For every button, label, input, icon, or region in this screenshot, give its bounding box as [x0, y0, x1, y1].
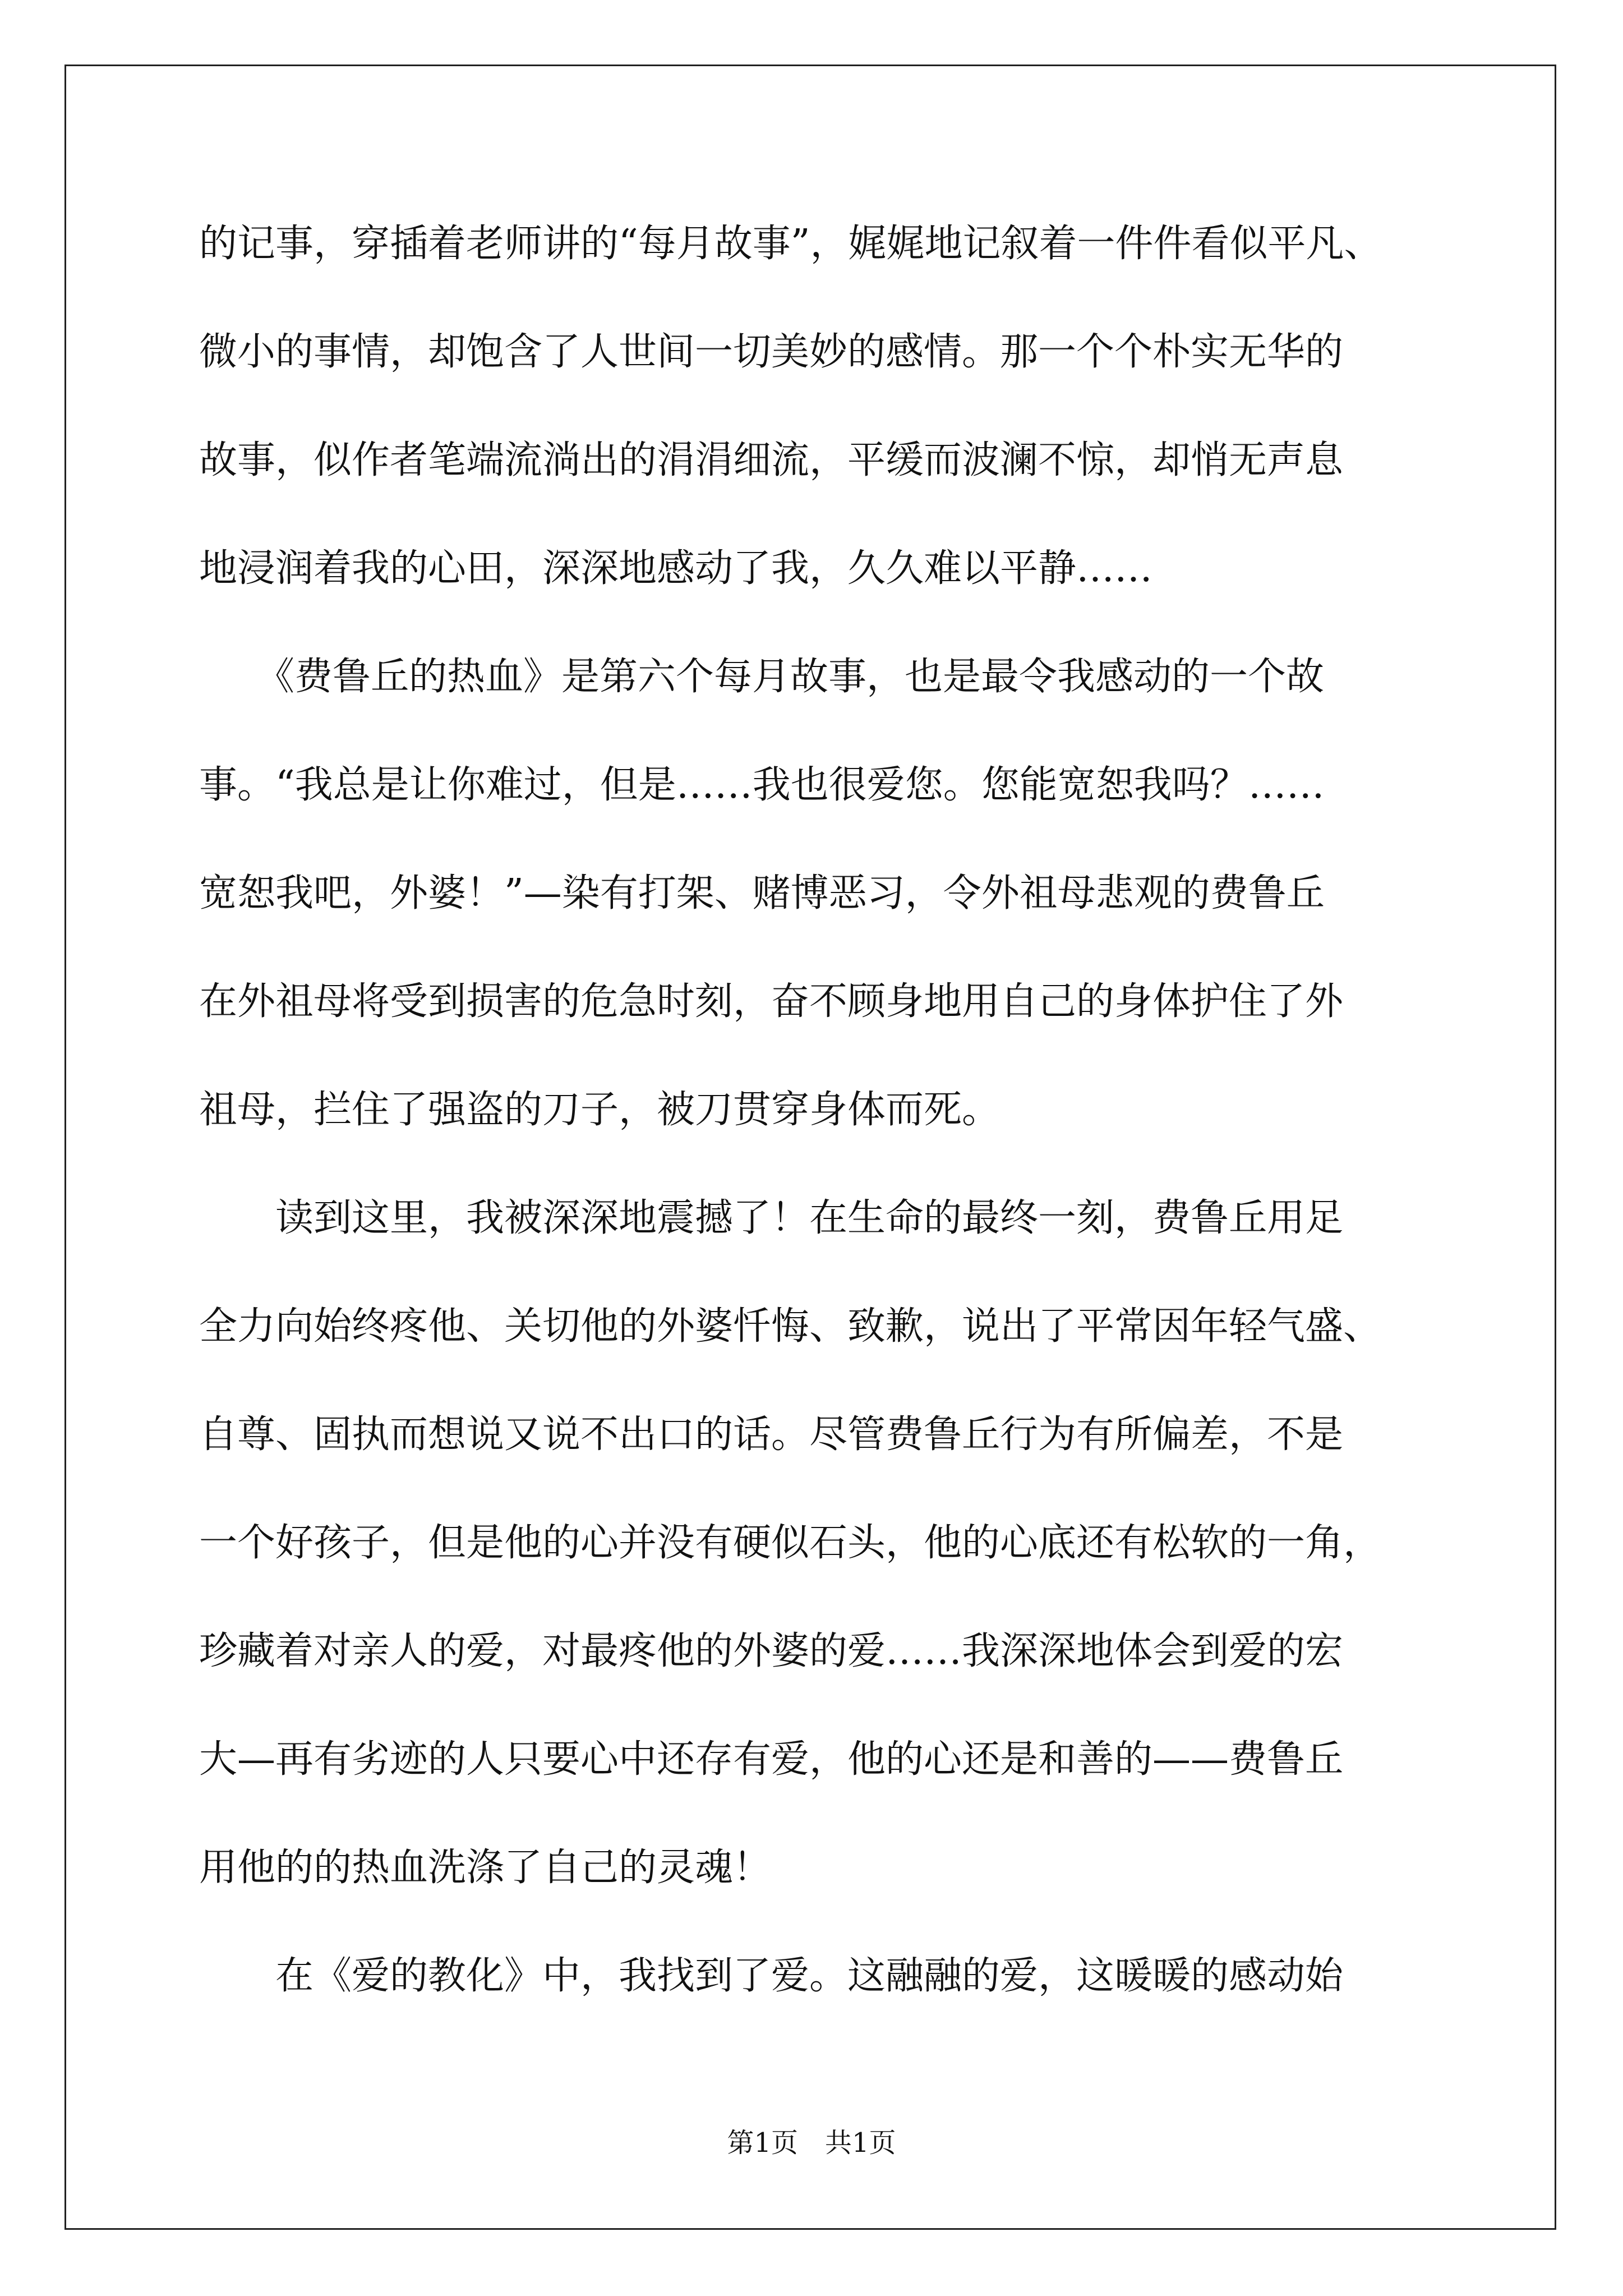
text-line: 宽恕我吧，外婆！”—染有打架、赌博恶习，令外祖母悲观的费鲁丘: [199, 871, 1325, 915]
text-line: 大—再有劣迹的人只要心中还存有爱，他的心还是和善的——费鲁丘: [199, 1737, 1344, 1782]
page-footer: 第1页 共1页: [727, 2127, 896, 2159]
text-line: 全力向始终疼他、关切他的外婆忏悔、致歉，说出了平常因年轻气盛、: [199, 1304, 1382, 1349]
text-line: 的记事，穿插着老师讲的“每月故事”，娓娓地记叙着一件件看似平凡、: [199, 222, 1382, 266]
text-line: 自尊、固执而想说又说不出口的话。尽管费鲁丘行为有所偏差，不是: [199, 1412, 1344, 1457]
text-line: 珍藏着对亲人的爱，对最疼他的外婆的爱……我深深地体会到爱的宏: [199, 1629, 1344, 1673]
text-line: 事。“我总是让你难过，但是……我也很爱您。您能宽恕我吗？……: [199, 763, 1325, 807]
document-body: [199, 202, 1433, 2042]
text-line: 在外祖母将受到损害的危急时刻，奋不顾身地用自己的身体护住了外: [199, 979, 1344, 1024]
text-line: 地浸润着我的心田，深深地感动了我，久久难以平静……: [199, 546, 1153, 591]
text-line: 读到这里，我被深深地震撼了！在生命的最终一刻，费鲁丘用足: [199, 1196, 1344, 1240]
text-line: 祖母，拦住了强盗的刀子，被刀贯穿身体而死。: [199, 1088, 1000, 1132]
text-line: 故事，似作者笔端流淌出的涓涓细流，平缓而波澜不惊，却悄无声息: [199, 438, 1344, 482]
text-line: 微小的事情，却饱含了人世间一切美妙的感情。那一个个朴实无华的: [199, 330, 1344, 374]
text-line: 在《爱的教化》中，我找到了爱。这融融的爱，这暖暖的感动始: [199, 1954, 1344, 1998]
text-line: 一个好孩子，但是他的心并没有硬似石头，他的心底还有松软的一角，: [199, 1521, 1382, 1565]
text-line: 用他的的热血洗涤了自己的灵魂！: [199, 1846, 772, 1890]
text-line: 《费鲁丘的热血》是第六个每月故事，也是最令我感动的一个故: [199, 655, 1325, 699]
